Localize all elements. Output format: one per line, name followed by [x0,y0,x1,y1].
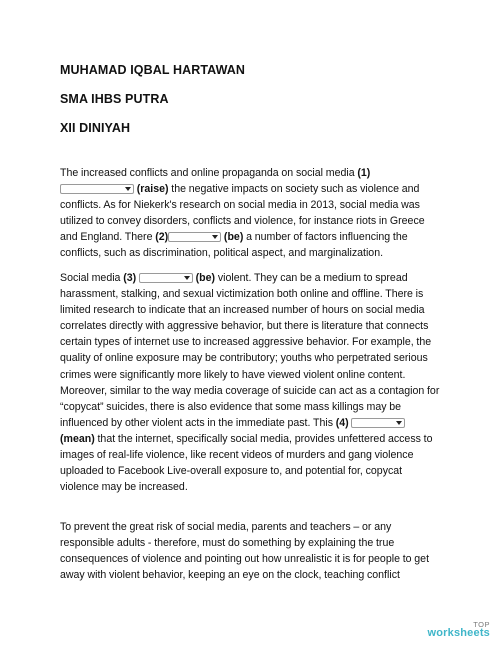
blank-number-1: (1) [357,167,371,179]
logo-brand-text: worksheets [427,627,490,639]
verb-hint-1: (raise) [136,183,169,196]
caret-down-icon [212,235,218,239]
blank-number-4: (4) [335,416,349,429]
paragraph-text: a number of factors influencing the conflicts, such as discrimination, political aspect, and marginalization. [60,231,408,260]
blank-number-2: (2) [155,231,169,244]
topworksheets-logo [427,621,490,640]
class-name: XII DINIYAH [60,121,131,135]
answer-3-dropdown[interactable] [139,273,193,283]
paragraph-text: The increased conflicts and online propaganda on social media [60,167,358,179]
paragraph-2 [60,270,440,495]
school-name: SMA IHBS PUTRA [60,92,169,106]
paragraph-3: To prevent the great risk of social media, parents and teachers – or any responsible adults - therefore, must do something by explaining the true consequences of violence and pointing out how unrealistic it is for people to get away with violent behavior, keeping an eye on the clock, teaching conflict [60,521,430,582]
student-name: MUHAMAD IQBAL HARTAWAN [60,63,246,77]
paragraph-text: that the internet, specifically social media, provides unfettered access to images of real-life violence, like recent videos of murders and gang violence uploaded to Facebook Live-overall exposure to, and potential for, copycat violence may be increased. [60,432,433,494]
verb-hint-4: (mean) [60,432,95,445]
logo-top-text: TOP [473,619,490,629]
paragraph-1 [60,165,440,262]
verb-hint-2: (be) [223,231,244,244]
blank-number-3: (3) [123,272,137,284]
caret-down-icon [184,276,190,280]
answer-1-dropdown[interactable] [60,184,134,194]
paragraph-text: violent. They can be a medium to spread harassment, stalking, and sexual victimization both online and offline. There is limited research to indicate that an increased number of hours on social media correlates directly with aggressive behavior, but there is literature that connects certain types of internet use to increased aggressive behavior. For example, the quality of online exposure may be contributory; youths who perpetrated serious crimes were significantly more likely to have viewed violent online content. Moreover, similar to the way media coverage of suicide can act as a contagion for “copycat” suicides, there is also evidence that some mass killings may be influenced by other violent acts in the immediate past. This [60,272,440,429]
paragraph-text: Social media [60,272,124,284]
answer-4-dropdown[interactable] [351,418,405,428]
verb-hint-3: (be) [195,272,216,284]
answer-2-dropdown[interactable] [168,232,221,242]
paragraph-text: the negative impacts on society such as violence and conflicts. As for Niekerk's research on social media in 2013, social media was utilized to convey disorders, conflicts and violence, for instance riots in Greece and England. There [60,183,425,244]
caret-down-icon [396,421,402,425]
caret-down-icon [125,187,131,191]
